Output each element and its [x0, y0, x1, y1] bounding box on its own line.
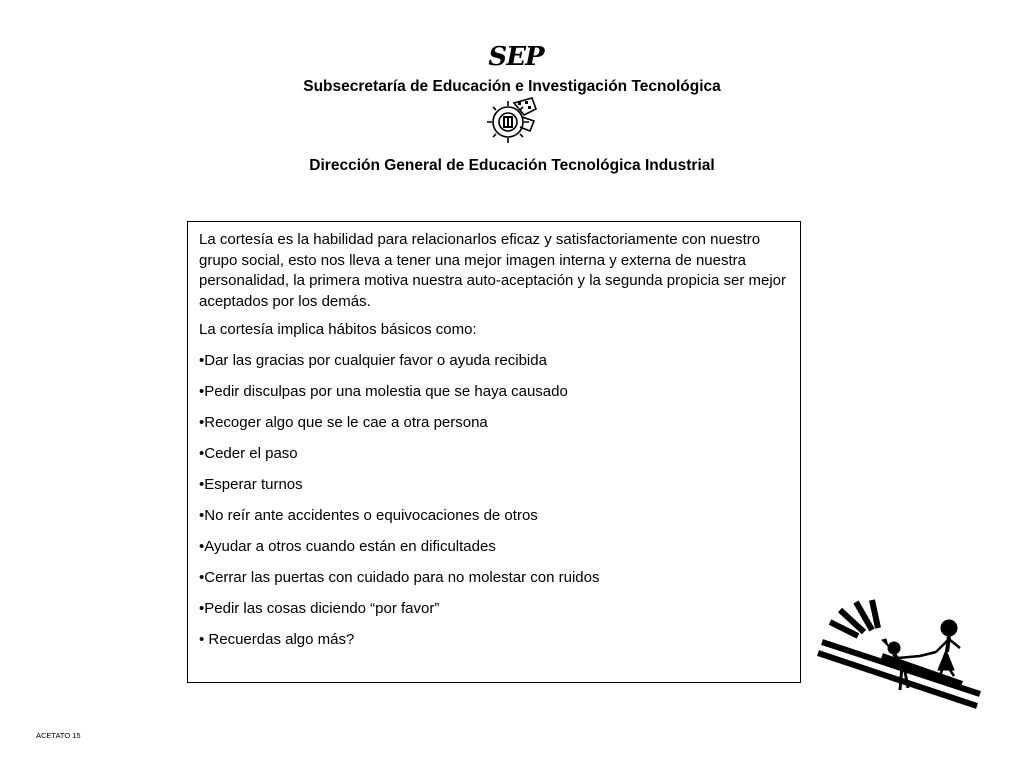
list-item: •No reír ante accidentes o equivocaciones de otros: [199, 507, 538, 524]
habits-intro: La cortesía implica hábitos básicos como:: [199, 321, 477, 338]
list-item: •Recoger algo que se le cae a otra persona: [199, 414, 488, 431]
list-item: •Cerrar las puertas con cuidado para no molestar con ruidos: [199, 569, 600, 586]
list-item: •Pedir las cosas diciendo “por favor”: [199, 600, 440, 617]
content-box: [187, 221, 801, 683]
intro-paragraph: La cortesía es la habilidad para relacionarlos eficaz y satisfactoriamente con nuestro grupo social, esto nos lleva a tener una mejor imagen interna y externa de nuestra personalidad, la primera motiva nuestra auto-aceptación y la segunda propicia ser mejor aceptados por los demás.: [199, 231, 786, 310]
subsecretaria-title: Subsecretaría de Educación e Investigación Tecnológica: [303, 78, 721, 95]
footer-label: ACETATO 15: [36, 731, 81, 740]
list-item: •Ceder el paso: [199, 445, 298, 462]
list-item: •Pedir disculpas por una molestia que se haya causado: [199, 383, 568, 400]
habits-list: [199, 351, 790, 650]
direccion-title: Dirección General de Educación Tecnológica Industrial: [309, 157, 715, 174]
list-item: • Recuerdas algo más?: [199, 631, 355, 648]
list-item: •Dar las gracias por cualquier favor o ayuda recibida: [199, 352, 547, 369]
list-item: •Esperar turnos: [199, 476, 303, 493]
sep-logo-icon: [486, 40, 546, 72]
svg-text:SEP: SEP: [488, 42, 544, 72]
dgeti-seal-icon: [484, 95, 538, 145]
list-item: •Ayudar a otros cuando están en dificultades: [199, 538, 496, 555]
children-on-stairs-icon: [812, 596, 992, 718]
